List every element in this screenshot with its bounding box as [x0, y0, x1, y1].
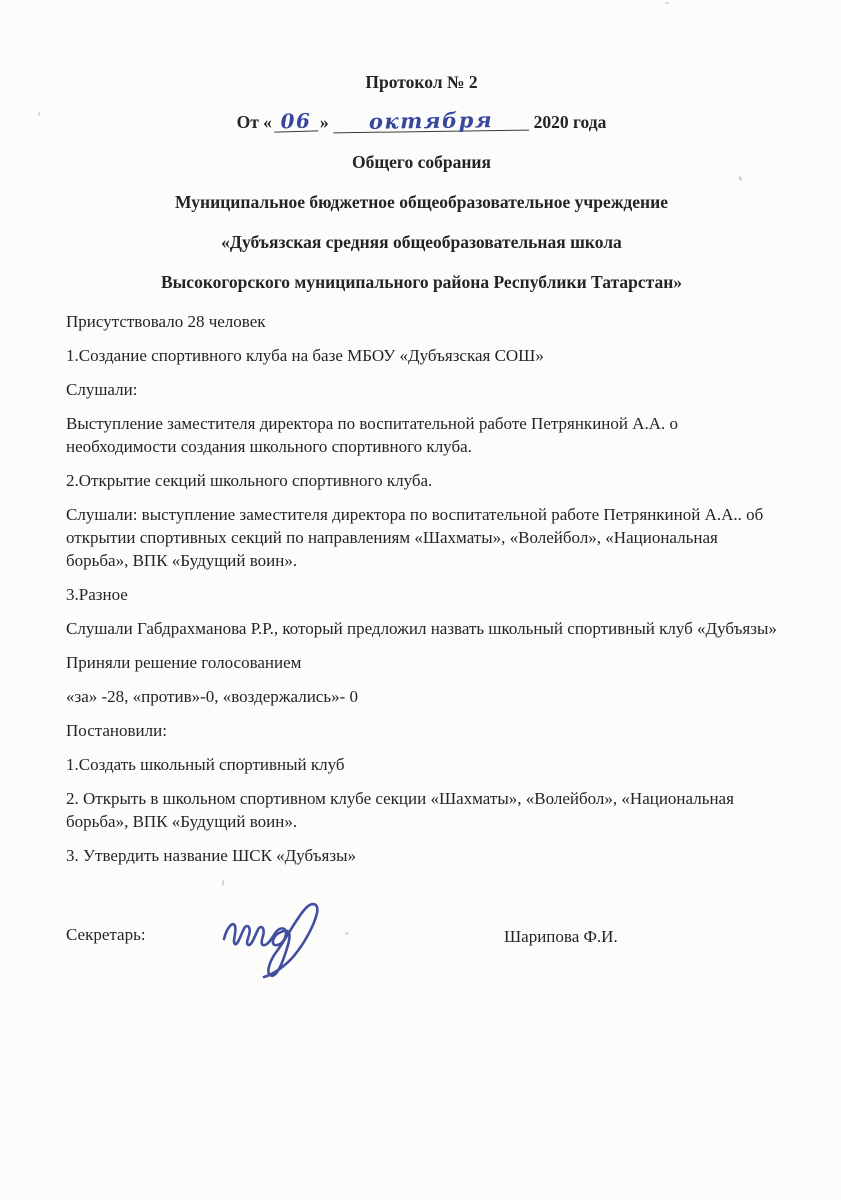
vote-results: «за» -28, «против»-0, «воздержались»- 0 [66, 687, 359, 706]
agenda-item-3: 3.Разное [66, 585, 128, 604]
speech-2: Слушали: выступление заместителя директора по воспитательной работе Петрянкиной А.А.. об открытии спортивных секций по направлениям «Шахматы», «Волейбол», «Национальная борьба», ВПК «Будущий воин». [66, 505, 764, 570]
speech-3: Слушали Габдрахманова Р.Р., который предложил назвать школьный спортивный клуб «Дубъязы» [66, 619, 777, 638]
date-after-day: » [319, 112, 329, 132]
scan-artifact [221, 880, 224, 886]
date-line [66, 107, 777, 134]
speech-1: Выступление заместителя директора по воспитательной работе Петрянкиной А.А. о необходимости создания школьного спортивного клуба. [66, 414, 679, 456]
date-suffix: 2020 года [533, 112, 607, 132]
handwritten-month: октября [333, 109, 529, 134]
vote-intro: Приняли решение голосованием [66, 653, 302, 672]
secretary-label: Секретарь: [66, 925, 146, 944]
resolution-2: 2. Открыть в школьном спортивном клубе секции «Шахматы», «Волейбол», «Национальная борьба», ВПК «Будущий воин». [66, 789, 734, 831]
agenda-item-2: 2.Открытие секций школьного спортивного клуба. [66, 471, 433, 490]
scan-artifact [665, 2, 669, 4]
heard-label-1: Слушали: [66, 380, 138, 399]
date-prefix: От « [236, 112, 272, 132]
meeting-type: Общего собрания [352, 152, 491, 172]
scan-artifact [345, 932, 349, 935]
resolved-label: Постановили: [66, 721, 167, 740]
scan-artifact [37, 112, 40, 116]
handwritten-day: 06 [274, 110, 319, 132]
signature-block [66, 893, 777, 1023]
signature-sharipova-icon [214, 887, 344, 987]
document-title: Протокол № 2 [365, 72, 478, 92]
secretary-name: Шарипова Ф.И. [504, 927, 618, 946]
scan-artifact [738, 176, 743, 182]
org-name-line3: Высокогорского муниципального района Республики Татарстан» [160, 272, 683, 292]
org-name-line2: «Дубъязская средняя общеобразовательная школа [221, 232, 622, 252]
attendance-line: Присутствовало 28 человек [66, 312, 266, 331]
resolution-1: 1.Создать школьный спортивный клуб [66, 755, 345, 774]
org-name-line1: Муниципальное бюджетное общеобразовательное учреждение [175, 192, 668, 212]
agenda-item-1: 1.Создание спортивного клуба на базе МБОУ «Дубъязская СОШ» [66, 346, 544, 365]
resolution-3: 3. Утвердить название ШСК «Дубъязы» [66, 846, 357, 865]
